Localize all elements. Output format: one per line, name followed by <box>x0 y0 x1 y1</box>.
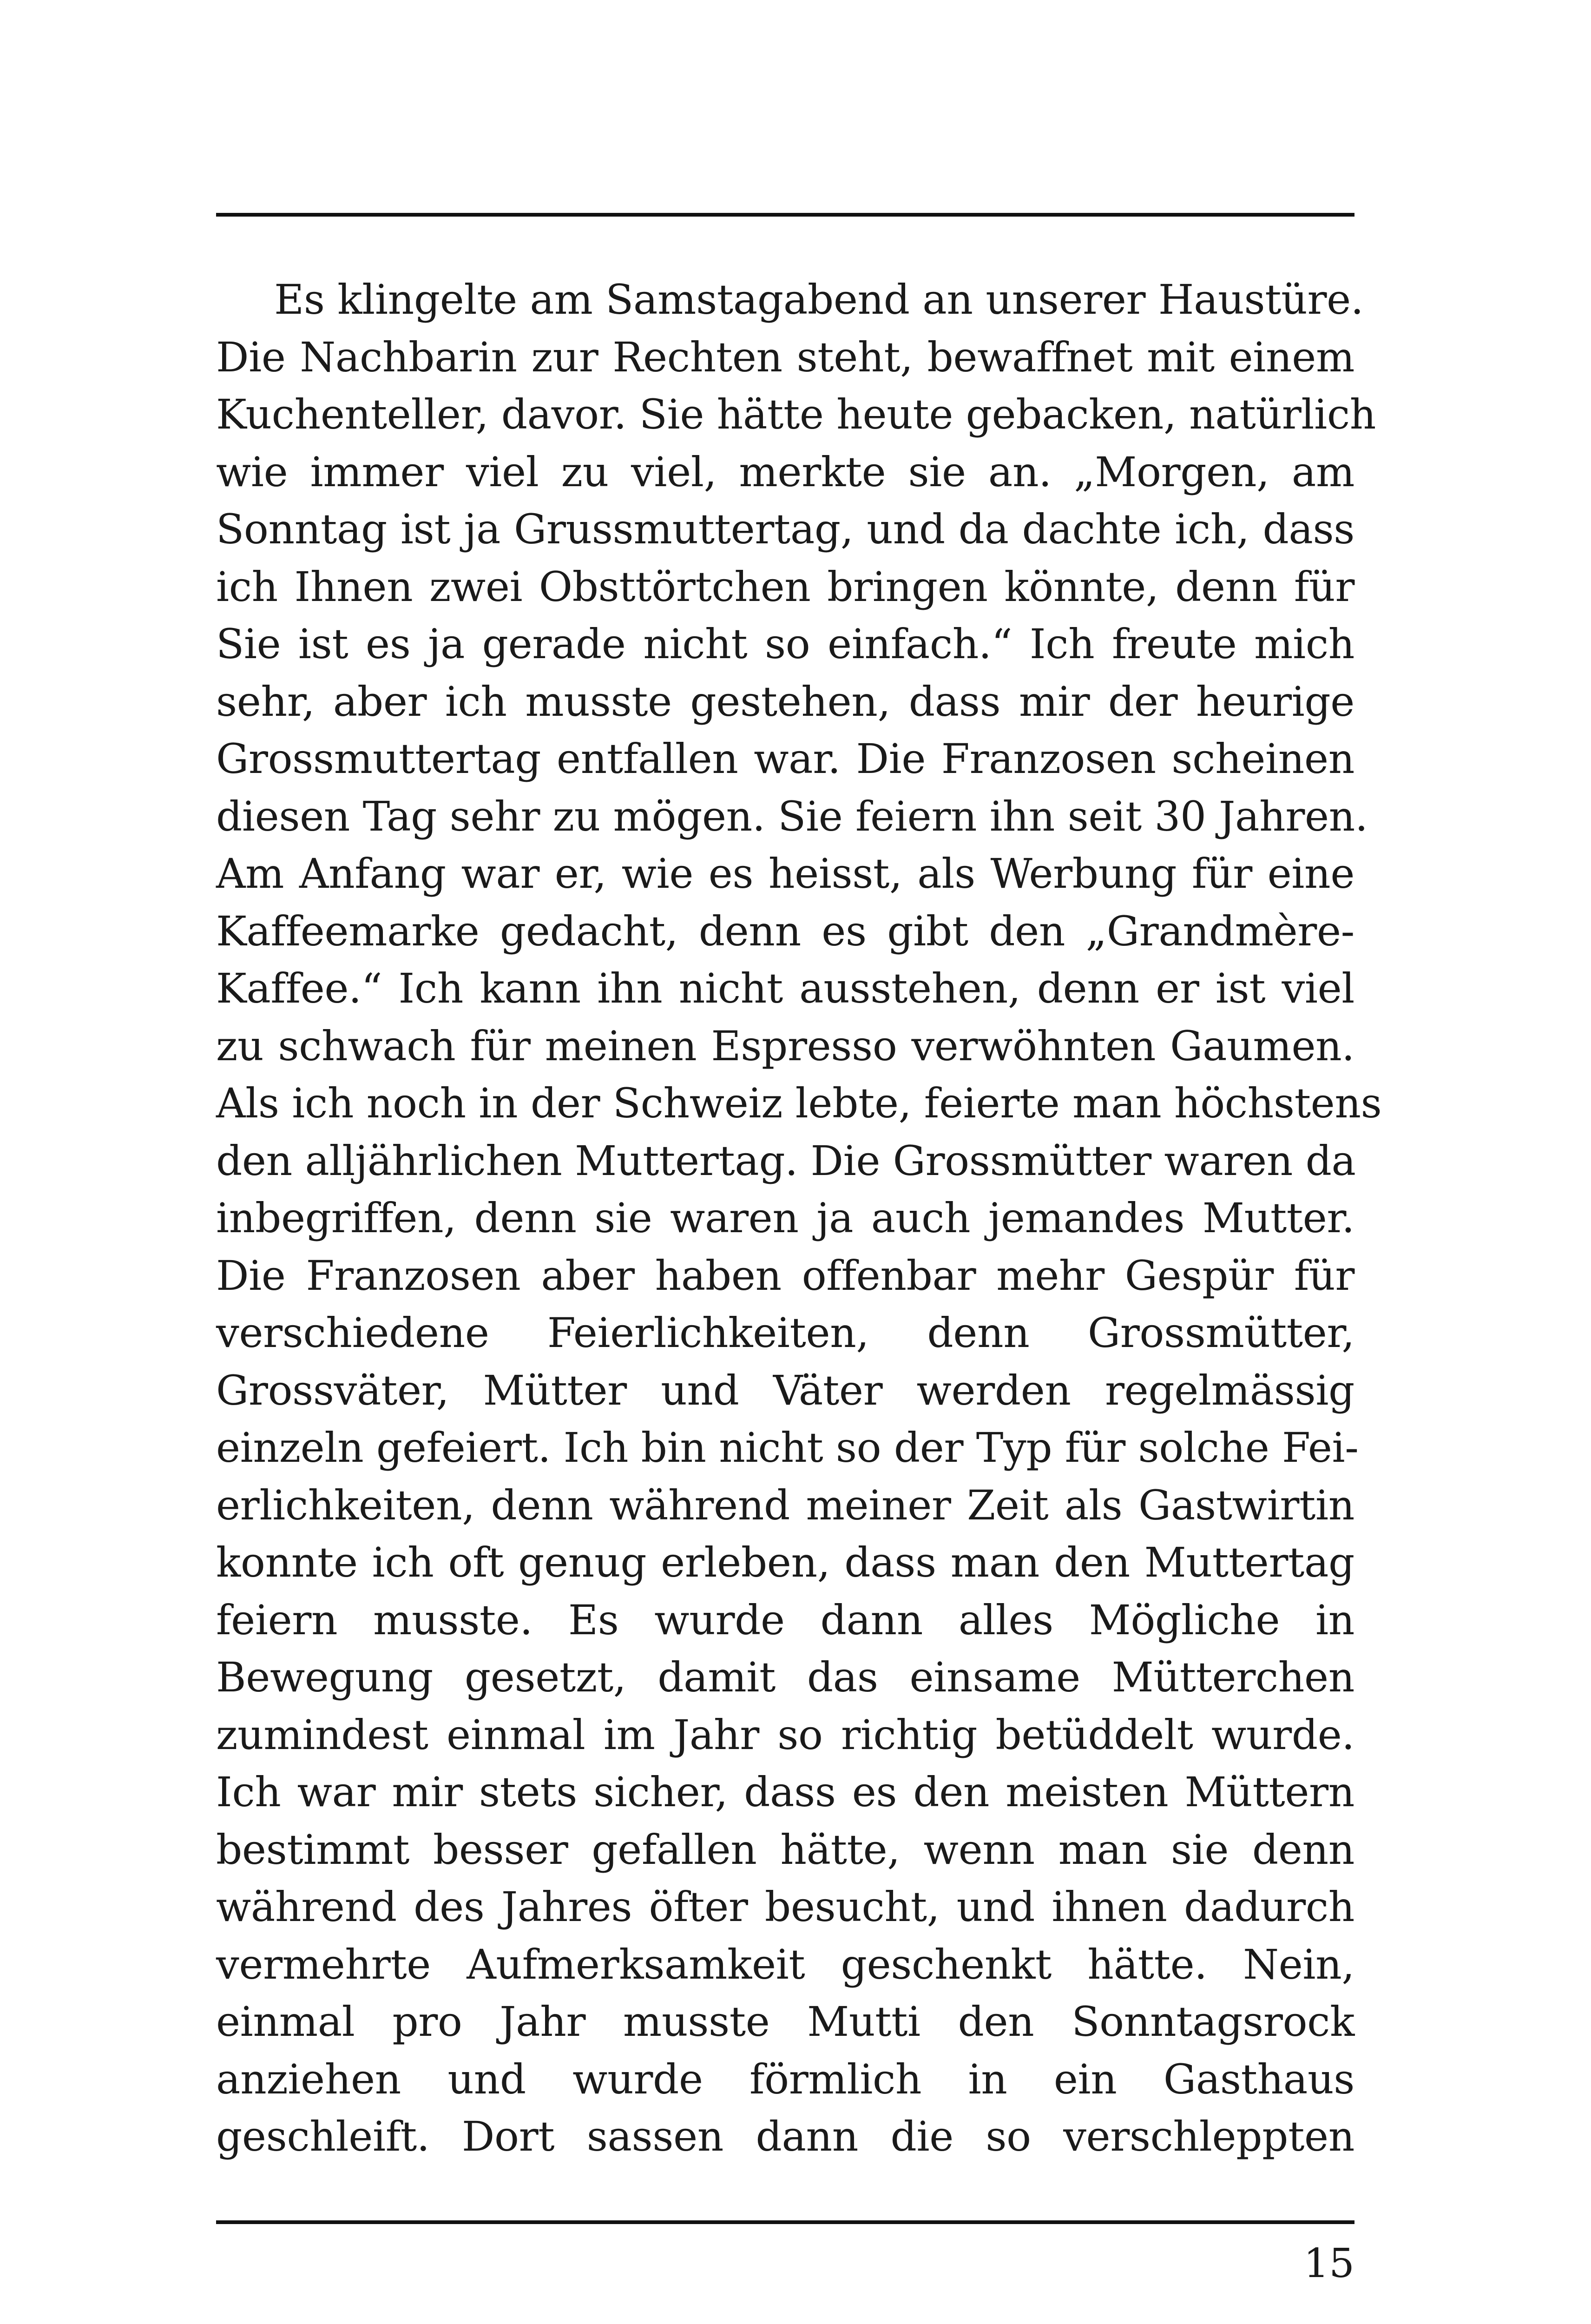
text-line: Kuchenteller, davor. Sie hätte heute gebacken, natürlich <box>216 390 1376 438</box>
text-line: Bewegung gesetzt, damit das einsame Mütterchen <box>216 1653 1354 1701</box>
text-line: während des Jahres öfter besucht, und ihnen dadurch <box>216 1883 1354 1931</box>
text-line: vermehrte Aufmerksamkeit geschenkt hätte. Nein, <box>216 1940 1354 1988</box>
text-line: Grossmuttertag entfallen war. Die Franzosen scheinen <box>216 735 1354 783</box>
top-rule <box>216 213 1354 217</box>
text-line: sehr, aber ich musste gestehen, dass mir der heurige <box>216 677 1354 726</box>
text-line: erlichkeiten, denn während meiner Zeit als Gastwirtin <box>216 1481 1354 1529</box>
text-line: zumindest einmal im Jahr so richtig betüddelt wurde. <box>216 1710 1354 1759</box>
text-line: verschiedene Feierlichkeiten, denn Grossmütter, <box>216 1309 1354 1357</box>
text-line: Kaffeemarke gedacht, denn es gibt den „Grandmère- <box>216 907 1354 955</box>
text-line: diesen Tag sehr zu mögen. Sie feiern ihn seit 30 Jahren. <box>216 792 1368 840</box>
text-line: Ich war mir stets sicher, dass es den meisten Müttern <box>216 1768 1354 1816</box>
text-line: Sie ist es ja gerade nicht so einfach.“ Ich freute mich <box>216 620 1354 668</box>
text-line: ich Ihnen zwei Obsttörtchen bringen könnte, denn für <box>216 562 1354 611</box>
text-line: anziehen und wurde förmlich in ein Gasthaus <box>216 2055 1354 2103</box>
text-line: Sonntag ist ja Grussmuttertag, und da dachte ich, dass <box>216 505 1354 553</box>
text-line: Grossväter, Mütter und Väter werden regelmässig <box>216 1366 1354 1414</box>
bottom-rule <box>216 2220 1354 2224</box>
text-line: geschleift. Dort sassen dann die so verschleppten <box>216 2113 1354 2160</box>
text-line: Am Anfang war er, wie es heisst, als Werbung für eine <box>216 850 1354 898</box>
text-line: Es klingelte am Samstagabend an unserer Haustüre. <box>274 276 1364 324</box>
text-line: den alljährlichen Muttertag. Die Grossmütter waren da <box>216 1136 1356 1185</box>
text-line: zu schwach für meinen Espresso verwöhnten Gaumen. <box>216 1022 1354 1070</box>
text-line: inbegriffen, denn sie waren ja auch jemandes Mutter. <box>216 1194 1354 1242</box>
text-line: Kaffee.“ Ich kann ihn nicht ausstehen, denn er ist viel <box>216 964 1354 1012</box>
text-line: konnte ich oft genug erleben, dass man den Muttertag <box>216 1538 1354 1586</box>
text-line: bestimmt besser gefallen hätte, wenn man sie denn <box>216 1825 1354 1874</box>
text-line: Die Nachbarin zur Rechten steht, bewaffnet mit einem <box>216 333 1354 381</box>
text-line: Die Franzosen aber haben offenbar mehr Gespür für <box>216 1251 1354 1300</box>
text-line: feiern musste. Es wurde dann alles Mögliche in <box>216 1596 1354 1644</box>
text-line: Als ich noch in der Schweiz lebte, feierte man höchstens <box>216 1079 1382 1127</box>
page-number: 15 <box>1303 2240 1354 2287</box>
body-text <box>216 271 1382 2166</box>
text-line: einzeln gefeiert. Ich bin nicht so der Typ für solche Fei- <box>216 1424 1359 1472</box>
text-line: wie immer viel zu viel, merkte sie an. „Morgen, am <box>216 448 1354 496</box>
text-line: einmal pro Jahr musste Mutti den Sonntagsrock <box>216 1998 1354 2046</box>
